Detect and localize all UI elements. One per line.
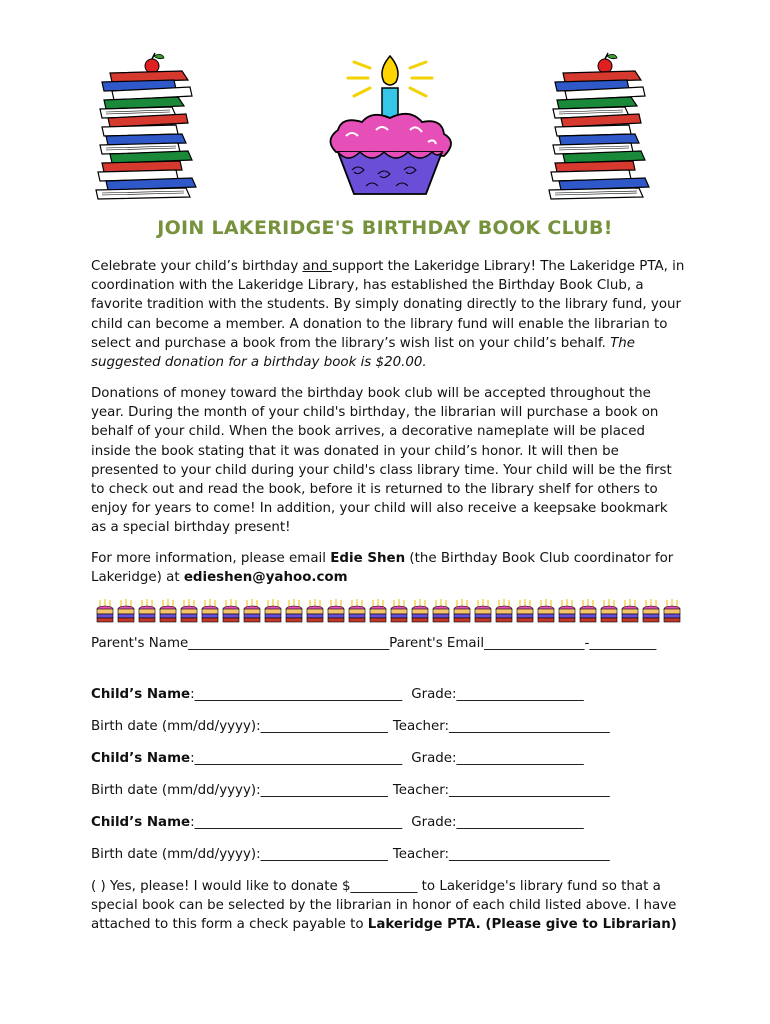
intro-text-a: Celebrate your child’s birthday bbox=[91, 259, 303, 274]
flyer-title: JOIN LAKERIDGE'S BIRTHDAY BOOK CLUB! bbox=[157, 217, 613, 239]
birth-row-2[interactable] bbox=[91, 781, 691, 800]
child-name-blank[interactable]: :_______________________________ bbox=[190, 687, 403, 702]
birth-date-blank[interactable]: Birth date (mm/dd/yyyy):___________________ bbox=[91, 847, 388, 862]
child-name-blank[interactable]: :_______________________________ bbox=[190, 751, 403, 766]
intro-paragraph bbox=[91, 257, 686, 372]
grade-blank[interactable]: Grade:___________________ bbox=[411, 687, 584, 702]
mini-cake-icon bbox=[95, 598, 115, 624]
mini-cake-icon bbox=[200, 598, 220, 624]
mini-cake-icon bbox=[137, 598, 157, 624]
mini-cake-icon bbox=[305, 598, 325, 624]
mini-cake-icon bbox=[557, 598, 577, 624]
intro-text-b: support the Lakeridge Library! The Lakeridge PTA, in coordination with the Lakeridge Library, has established the Birthday Book Club, a favorite tradition with the students. By simply donating directly to the library fund, your child can become a member. A donation to the library fund will enable the librarian to select and purchase a book from the library’s wish list on your child’s behalf. bbox=[91, 259, 685, 351]
mini-cake-icon bbox=[578, 598, 598, 624]
contact-paragraph bbox=[91, 549, 686, 587]
child-row-2[interactable] bbox=[91, 749, 691, 768]
teacher-blank[interactable]: Teacher:________________________ bbox=[392, 783, 610, 798]
book-stack-icon bbox=[545, 52, 657, 200]
mini-cake-icon bbox=[389, 598, 409, 624]
mini-cake-icon bbox=[179, 598, 199, 624]
mini-cake-icon bbox=[662, 598, 682, 624]
mini-cake-icon bbox=[326, 598, 346, 624]
book-stack-icon bbox=[92, 52, 204, 200]
mini-cake-icon bbox=[599, 598, 619, 624]
mini-cake-icon bbox=[536, 598, 556, 624]
donation-pledge-text: ( ) Yes, please! I would like to donate $__________ to Lakeridge's library fund so that a special book can be selected by the librarian in honor of each child listed above. I have attached to this form a check payable to bbox=[91, 879, 677, 932]
grade-blank[interactable]: Grade:___________________ bbox=[411, 751, 584, 766]
mini-cake-icon bbox=[431, 598, 451, 624]
mini-cake-icon bbox=[452, 598, 472, 624]
child-name-label: Child’s Name bbox=[91, 751, 191, 766]
birth-date-blank[interactable]: Birth date (mm/dd/yyyy):___________________ bbox=[91, 719, 388, 734]
child-row-3[interactable] bbox=[91, 813, 691, 832]
mini-cake-icon bbox=[284, 598, 304, 624]
cake-divider bbox=[95, 598, 685, 624]
teacher-blank[interactable]: Teacher:________________________ bbox=[392, 847, 610, 862]
birth-date-blank[interactable]: Birth date (mm/dd/yyyy):___________________ bbox=[91, 783, 388, 798]
mini-cake-icon bbox=[641, 598, 661, 624]
child-row-1[interactable] bbox=[91, 685, 691, 704]
child-name-blank[interactable]: :_______________________________ bbox=[190, 815, 403, 830]
parent-info-line[interactable]: Parent's Name______________________________Parent's Email_______________-__________ bbox=[91, 636, 657, 651]
suggested-donation-text: The suggested donation for a birthday book is $20.00. bbox=[91, 335, 636, 371]
birth-row-3[interactable] bbox=[91, 845, 691, 864]
child-name-label: Child’s Name bbox=[91, 815, 191, 830]
mini-cake-icon bbox=[368, 598, 388, 624]
contact-email[interactable]: edieshen@yahoo.com bbox=[183, 570, 348, 586]
payable-to-text: Lakeridge PTA. (Please give to Librarian) bbox=[367, 917, 677, 932]
donation-pledge[interactable] bbox=[91, 877, 681, 934]
donation-details-paragraph: Donations of money toward the birthday book club will be accepted throughout the year. During the month of your child's birthday, the librarian will purchase a book on behalf of your child. When the book arrives, a decorative nameplate will be placed inside the book stating that it was donated in your child’s honor. It will then be presented to your child during your child's class library time. Your child will be the first to check out and read the book, before it is returned to the library shelf for others to enjoy for years to come! In addition, your child will also receive a keepsake bookmark as a special birthday present! bbox=[91, 386, 672, 536]
mini-cake-icon bbox=[116, 598, 136, 624]
mini-cake-icon bbox=[221, 598, 241, 624]
mini-cake-icon bbox=[242, 598, 262, 624]
mini-cake-icon bbox=[620, 598, 640, 624]
child-name-label: Child’s Name bbox=[91, 687, 191, 702]
mini-cake-icon bbox=[347, 598, 367, 624]
mini-cake-icon bbox=[158, 598, 178, 624]
contact-text-a: For more information, please email bbox=[91, 551, 331, 566]
mini-cake-icon bbox=[515, 598, 535, 624]
mini-cake-icon bbox=[410, 598, 430, 624]
birthday-cupcake-icon bbox=[318, 52, 460, 202]
coordinator-name: Edie Shen bbox=[330, 551, 406, 566]
mini-cake-icon bbox=[473, 598, 493, 624]
mini-cake-icon bbox=[494, 598, 514, 624]
teacher-blank[interactable]: Teacher:________________________ bbox=[392, 719, 610, 734]
contact-text-b: (the Birthday Book Club coordinator for Lakeridge) at bbox=[91, 551, 674, 586]
mini-cake-icon bbox=[263, 598, 283, 624]
grade-blank[interactable]: Grade:___________________ bbox=[411, 815, 584, 830]
birth-row-1[interactable] bbox=[91, 717, 691, 736]
intro-text-and: and bbox=[302, 259, 332, 274]
